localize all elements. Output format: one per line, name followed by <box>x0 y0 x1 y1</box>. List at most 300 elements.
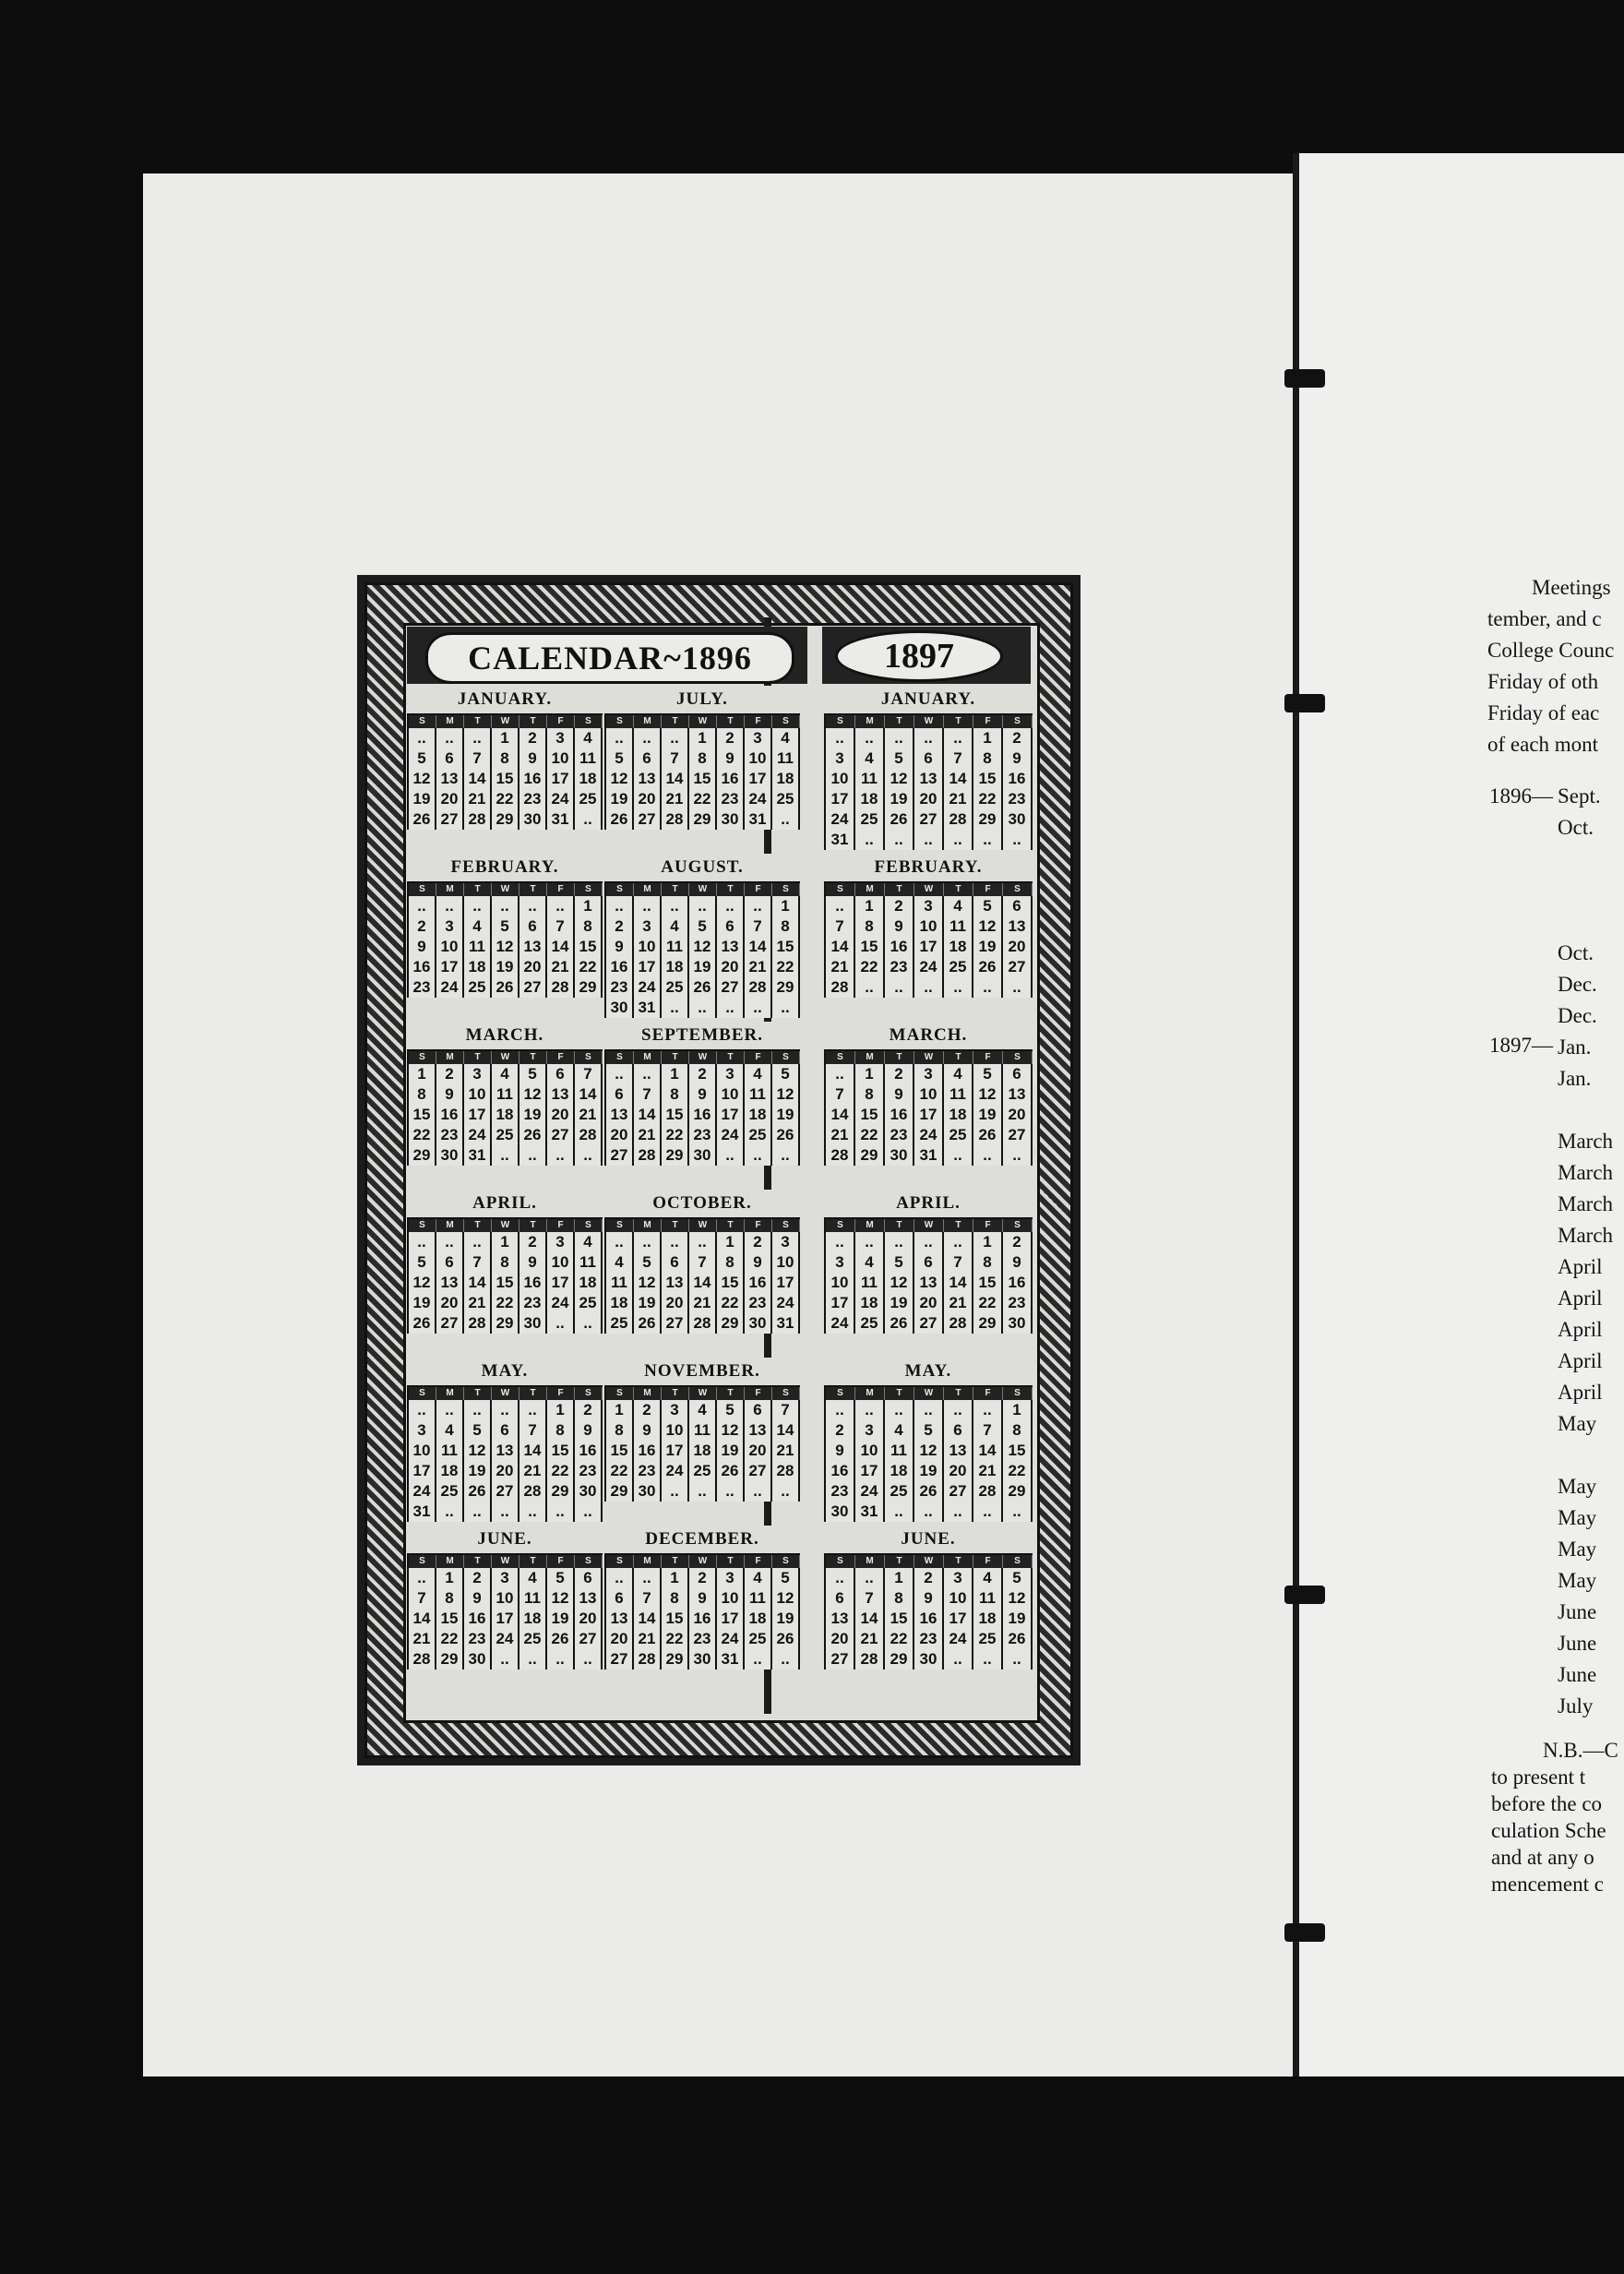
day-cell: .. <box>885 728 914 748</box>
day-cell: 16 <box>519 769 547 789</box>
day-cell: 19 <box>409 789 436 809</box>
day-cell: 10 <box>717 1588 745 1609</box>
day-cell: 19 <box>689 957 717 977</box>
weekday-header: S <box>826 715 855 728</box>
date-entry: May <box>1558 1538 1597 1561</box>
day-cell: 30 <box>689 1649 717 1670</box>
day-cell: 22 <box>409 1125 436 1145</box>
day-cell: 16 <box>689 1609 717 1629</box>
day-cell: 31 <box>772 1313 800 1334</box>
day-cell: .. <box>944 1649 973 1670</box>
date-entry: May <box>1558 1569 1597 1592</box>
day-cell: .. <box>855 977 885 998</box>
month-block <box>407 1190 603 1350</box>
day-grid <box>407 1555 603 1670</box>
weekday-header: S <box>606 715 634 728</box>
day-cell: 11 <box>519 1588 547 1609</box>
day-cell: .. <box>1003 977 1033 998</box>
day-cell: 12 <box>606 769 634 789</box>
day-cell: 8 <box>662 1588 689 1609</box>
day-cell: 11 <box>575 748 603 769</box>
day-cell: 27 <box>519 977 547 998</box>
day-cell: 28 <box>662 809 689 830</box>
day-cell: 9 <box>1003 748 1033 769</box>
day-cell: 18 <box>745 1609 772 1629</box>
day-cell: 7 <box>826 916 855 937</box>
day-cell: 15 <box>606 1441 634 1461</box>
day-cell: 1 <box>606 1400 634 1420</box>
day-cell: 31 <box>717 1649 745 1670</box>
binding-clip <box>1284 1586 1325 1604</box>
day-cell: 26 <box>1003 1629 1033 1649</box>
weekday-header: W <box>492 1219 519 1232</box>
day-cell: 11 <box>944 1084 973 1105</box>
day-cell: 23 <box>519 1293 547 1313</box>
day-cell: 10 <box>492 1588 519 1609</box>
weekday-header: F <box>745 883 772 896</box>
weekday-header: F <box>547 715 575 728</box>
paragraph-line: Meetings <box>1532 576 1611 599</box>
day-cell: 5 <box>973 1064 1003 1084</box>
date-entry: Jan. <box>1558 1035 1592 1059</box>
day-cell: 3 <box>745 728 772 748</box>
day-cell: 13 <box>914 1273 944 1293</box>
day-cell: 3 <box>826 1252 855 1273</box>
weekday-header: F <box>547 1219 575 1232</box>
month-name: JANUARY. <box>824 686 1033 715</box>
day-cell: 8 <box>662 1084 689 1105</box>
day-cell: 7 <box>662 748 689 769</box>
day-cell: 16 <box>885 937 914 957</box>
day-cell: 27 <box>575 1629 603 1649</box>
day-cell: 26 <box>409 1313 436 1334</box>
day-cell: 6 <box>1003 1064 1033 1084</box>
weekday-header: W <box>914 715 944 728</box>
day-cell: 21 <box>519 1461 547 1481</box>
day-cell: 23 <box>1003 789 1033 809</box>
day-cell: .. <box>717 998 745 1018</box>
day-cell: .. <box>464 1502 492 1522</box>
day-cell: 3 <box>464 1064 492 1084</box>
month-block <box>824 1358 1033 1518</box>
day-cell: 17 <box>464 1105 492 1125</box>
day-cell: 25 <box>575 789 603 809</box>
day-cell: 1 <box>492 728 519 748</box>
day-cell: 30 <box>575 1481 603 1502</box>
paragraph-line: tember, and c <box>1487 607 1602 630</box>
day-cell: .. <box>826 896 855 916</box>
month-block <box>824 1190 1033 1350</box>
day-cell: 25 <box>436 1481 464 1502</box>
day-cell: 25 <box>606 1313 634 1334</box>
day-cell: 8 <box>547 1420 575 1441</box>
day-cell: 8 <box>885 1588 914 1609</box>
weekday-header: S <box>409 715 436 728</box>
date-entry: March <box>1558 1224 1614 1247</box>
day-cell: 14 <box>855 1609 885 1629</box>
day-cell: 28 <box>772 1461 800 1481</box>
day-cell: 14 <box>634 1105 662 1125</box>
weekday-header: F <box>547 883 575 896</box>
weekday-header: F <box>745 1219 772 1232</box>
weekday-header: T <box>464 1051 492 1064</box>
day-cell: 2 <box>606 916 634 937</box>
day-cell: 24 <box>772 1293 800 1313</box>
day-cell: 25 <box>464 977 492 998</box>
day-cell: .. <box>914 1400 944 1420</box>
day-cell: 16 <box>885 1105 914 1125</box>
day-cell: 31 <box>855 1502 885 1522</box>
day-cell: 1 <box>436 1568 464 1588</box>
weekday-header: M <box>855 715 885 728</box>
day-cell: 15 <box>717 1273 745 1293</box>
day-cell: 15 <box>436 1609 464 1629</box>
day-cell: 16 <box>1003 769 1033 789</box>
day-cell: .. <box>914 1232 944 1252</box>
weekday-header: T <box>464 1387 492 1400</box>
day-cell: 22 <box>689 789 717 809</box>
day-cell: 12 <box>973 1084 1003 1105</box>
day-cell: 25 <box>944 1125 973 1145</box>
day-cell: 7 <box>464 1252 492 1273</box>
day-cell: .. <box>772 1649 800 1670</box>
day-cell: 15 <box>492 769 519 789</box>
date-entry: Jan. <box>1558 1067 1592 1090</box>
day-cell: 12 <box>772 1588 800 1609</box>
day-cell: 17 <box>826 789 855 809</box>
day-cell: 16 <box>436 1105 464 1125</box>
day-cell: 9 <box>885 1084 914 1105</box>
day-cell: 27 <box>606 1649 634 1670</box>
day-cell: 21 <box>662 789 689 809</box>
day-cell: 4 <box>519 1568 547 1588</box>
day-cell: 1 <box>492 1232 519 1252</box>
day-cell: 23 <box>436 1125 464 1145</box>
weekday-header: W <box>689 1051 717 1064</box>
weekday-header: W <box>914 1555 944 1568</box>
day-cell: 17 <box>717 1105 745 1125</box>
day-cell: .. <box>772 1481 800 1502</box>
weekday-header: T <box>519 1387 547 1400</box>
day-cell: 28 <box>689 1313 717 1334</box>
day-cell: 20 <box>914 789 944 809</box>
day-cell: .. <box>547 1145 575 1166</box>
weekday-header: T <box>662 1387 689 1400</box>
day-grid <box>604 1555 800 1670</box>
day-cell: 20 <box>826 1629 855 1649</box>
day-cell: 9 <box>409 937 436 957</box>
day-cell: 21 <box>745 957 772 977</box>
day-cell: 21 <box>464 1293 492 1313</box>
day-cell: 2 <box>826 1420 855 1441</box>
day-cell: 11 <box>745 1588 772 1609</box>
day-cell: 10 <box>745 748 772 769</box>
day-cell: 11 <box>662 937 689 957</box>
day-grid <box>407 883 603 998</box>
weekday-header: W <box>689 1219 717 1232</box>
day-cell: .. <box>436 728 464 748</box>
day-cell: 25 <box>944 957 973 977</box>
weekday-header: S <box>1003 1219 1033 1232</box>
day-cell: 6 <box>1003 896 1033 916</box>
day-cell: 10 <box>826 1273 855 1293</box>
day-cell: 20 <box>575 1609 603 1629</box>
day-cell: 18 <box>492 1105 519 1125</box>
day-cell: 26 <box>492 977 519 998</box>
nb-line: mencement c <box>1491 1873 1604 1896</box>
day-cell: 8 <box>973 1252 1003 1273</box>
day-cell: 19 <box>464 1461 492 1481</box>
month-name: MARCH. <box>407 1022 603 1051</box>
year-label: 1896— <box>1489 784 1553 808</box>
day-cell: 16 <box>575 1441 603 1461</box>
day-cell: 24 <box>634 977 662 998</box>
month-block <box>824 854 1033 1014</box>
weekday-header: F <box>973 1219 1003 1232</box>
day-cell: 6 <box>914 1252 944 1273</box>
day-cell: 7 <box>772 1400 800 1420</box>
day-cell: 26 <box>519 1125 547 1145</box>
day-cell: 29 <box>973 1313 1003 1334</box>
day-cell: 31 <box>409 1502 436 1522</box>
day-cell: 28 <box>409 1649 436 1670</box>
day-cell: 3 <box>436 916 464 937</box>
weekday-header: S <box>409 1051 436 1064</box>
day-cell: 12 <box>973 916 1003 937</box>
day-cell: .. <box>914 977 944 998</box>
day-cell: 21 <box>772 1441 800 1461</box>
day-cell: 25 <box>662 977 689 998</box>
weekday-header: M <box>436 1387 464 1400</box>
weekday-header: F <box>973 1051 1003 1064</box>
day-cell: .. <box>826 1400 855 1420</box>
day-cell: 2 <box>575 1400 603 1420</box>
day-cell: 6 <box>606 1588 634 1609</box>
day-cell: .. <box>606 728 634 748</box>
day-cell: .. <box>492 1649 519 1670</box>
day-cell: 25 <box>855 1313 885 1334</box>
day-cell: 26 <box>547 1629 575 1649</box>
day-cell: 16 <box>914 1609 944 1629</box>
day-cell: 17 <box>772 1273 800 1293</box>
day-cell: 19 <box>885 789 914 809</box>
day-cell: .. <box>717 1145 745 1166</box>
month-name: FEBRUARY. <box>824 854 1033 883</box>
month-block <box>407 686 603 846</box>
month-block <box>604 854 800 1014</box>
day-cell: 7 <box>855 1588 885 1609</box>
day-cell: 18 <box>606 1293 634 1313</box>
day-cell: 19 <box>409 1293 436 1313</box>
day-cell: 10 <box>855 1441 885 1461</box>
day-cell: 20 <box>436 789 464 809</box>
day-cell: 26 <box>914 1481 944 1502</box>
day-cell: 1 <box>885 1568 914 1588</box>
day-cell: 22 <box>606 1461 634 1481</box>
day-cell: 9 <box>436 1084 464 1105</box>
day-cell: 31 <box>547 809 575 830</box>
month-block <box>604 1358 800 1518</box>
day-cell: 10 <box>436 937 464 957</box>
day-cell: 24 <box>914 957 944 977</box>
day-cell: .. <box>464 1400 492 1420</box>
day-cell: 3 <box>492 1568 519 1588</box>
day-cell: 20 <box>914 1293 944 1313</box>
day-cell: .. <box>944 1145 973 1166</box>
weekday-header: F <box>547 1051 575 1064</box>
day-cell: 7 <box>547 916 575 937</box>
date-entry: July <box>1558 1694 1594 1717</box>
day-cell: .. <box>409 728 436 748</box>
day-cell: 7 <box>634 1588 662 1609</box>
day-cell: 9 <box>519 1252 547 1273</box>
day-cell: 4 <box>492 1064 519 1084</box>
day-cell: 24 <box>745 789 772 809</box>
day-cell: 2 <box>436 1064 464 1084</box>
day-cell: 28 <box>826 977 855 998</box>
date-entry: April <box>1558 1349 1603 1372</box>
weekday-header: S <box>575 1219 603 1232</box>
day-cell: 10 <box>717 1084 745 1105</box>
day-cell: 2 <box>1003 728 1033 748</box>
weekday-header: M <box>634 883 662 896</box>
day-cell: .. <box>973 1145 1003 1166</box>
day-cell: 23 <box>689 1125 717 1145</box>
day-cell: 19 <box>547 1609 575 1629</box>
day-cell: 29 <box>973 809 1003 830</box>
day-grid <box>604 1051 800 1166</box>
day-cell: 8 <box>575 916 603 937</box>
day-cell: 4 <box>885 1420 914 1441</box>
day-cell: 29 <box>717 1313 745 1334</box>
day-grid <box>407 1051 603 1166</box>
day-cell: 22 <box>855 1125 885 1145</box>
day-cell: .. <box>519 1145 547 1166</box>
day-cell: 2 <box>689 1064 717 1084</box>
day-cell: 20 <box>662 1293 689 1313</box>
month-block <box>604 1022 800 1182</box>
day-cell: 12 <box>547 1588 575 1609</box>
day-cell: 13 <box>606 1105 634 1125</box>
day-cell: 5 <box>409 748 436 769</box>
day-cell: 23 <box>745 1293 772 1313</box>
month-name: MAY. <box>407 1358 603 1387</box>
day-cell: 5 <box>464 1420 492 1441</box>
day-cell: 20 <box>606 1629 634 1649</box>
weekday-header: T <box>662 1555 689 1568</box>
day-cell: .. <box>885 830 914 850</box>
day-cell: 31 <box>634 998 662 1018</box>
day-cell: 22 <box>662 1629 689 1649</box>
date-entry: March <box>1558 1161 1614 1184</box>
date-entry: May <box>1558 1475 1597 1498</box>
day-cell: .. <box>855 1568 885 1588</box>
weekday-header: S <box>772 1387 800 1400</box>
weekday-header: S <box>575 715 603 728</box>
day-cell: 15 <box>885 1609 914 1629</box>
day-cell: 10 <box>547 1252 575 1273</box>
day-cell: 30 <box>1003 1313 1033 1334</box>
day-cell: 7 <box>519 1420 547 1441</box>
day-cell: 22 <box>973 789 1003 809</box>
day-cell: 7 <box>745 916 772 937</box>
day-cell: 6 <box>519 916 547 937</box>
day-cell: 4 <box>772 728 800 748</box>
day-cell: 21 <box>826 1125 855 1145</box>
day-cell: .. <box>745 1145 772 1166</box>
day-cell: .. <box>662 998 689 1018</box>
weekday-header: M <box>436 1555 464 1568</box>
weekday-header: T <box>944 1051 973 1064</box>
day-cell: 6 <box>914 748 944 769</box>
day-cell: 1 <box>662 1064 689 1084</box>
day-cell: .. <box>409 1232 436 1252</box>
day-cell: 2 <box>689 1568 717 1588</box>
weekday-header: M <box>436 1051 464 1064</box>
day-cell: 15 <box>855 937 885 957</box>
day-cell: .. <box>973 1649 1003 1670</box>
day-cell: 26 <box>634 1313 662 1334</box>
day-cell: 12 <box>634 1273 662 1293</box>
day-cell: .. <box>606 1232 634 1252</box>
day-cell: 15 <box>772 937 800 957</box>
day-cell: 7 <box>634 1084 662 1105</box>
weekday-header: S <box>575 883 603 896</box>
day-cell: 30 <box>519 809 547 830</box>
day-cell: 1 <box>547 1400 575 1420</box>
day-cell: 24 <box>409 1481 436 1502</box>
day-cell: 18 <box>772 769 800 789</box>
day-cell: 29 <box>885 1649 914 1670</box>
day-cell: 10 <box>409 1441 436 1461</box>
day-cell: 31 <box>745 809 772 830</box>
day-cell: 14 <box>547 937 575 957</box>
day-cell: 30 <box>914 1649 944 1670</box>
day-cell: 30 <box>745 1313 772 1334</box>
day-cell: 21 <box>944 789 973 809</box>
day-cell: 13 <box>662 1273 689 1293</box>
weekday-header: F <box>973 1555 1003 1568</box>
day-cell: 27 <box>914 1313 944 1334</box>
day-cell: 21 <box>689 1293 717 1313</box>
day-cell: 26 <box>772 1125 800 1145</box>
day-cell: 18 <box>662 957 689 977</box>
day-cell: .. <box>436 896 464 916</box>
weekday-header: T <box>519 883 547 896</box>
day-cell: .. <box>689 998 717 1018</box>
day-cell: .. <box>855 1232 885 1252</box>
day-cell: 23 <box>464 1629 492 1649</box>
day-cell: 27 <box>492 1481 519 1502</box>
weekday-header: W <box>914 1219 944 1232</box>
day-cell: 20 <box>1003 1105 1033 1125</box>
month-name: OCTOBER. <box>604 1190 800 1219</box>
day-cell: 14 <box>944 1273 973 1293</box>
day-cell: 24 <box>547 1293 575 1313</box>
day-cell: .. <box>547 1313 575 1334</box>
day-cell: 28 <box>575 1125 603 1145</box>
day-cell: 6 <box>436 748 464 769</box>
day-cell: 9 <box>885 916 914 937</box>
day-cell: 1 <box>409 1064 436 1084</box>
nb-line: to present t <box>1491 1765 1586 1789</box>
day-cell: 18 <box>575 769 603 789</box>
day-cell: 12 <box>772 1084 800 1105</box>
day-cell: 23 <box>717 789 745 809</box>
day-cell: 14 <box>826 1105 855 1125</box>
day-cell: 17 <box>492 1609 519 1629</box>
weekday-header: S <box>826 1219 855 1232</box>
